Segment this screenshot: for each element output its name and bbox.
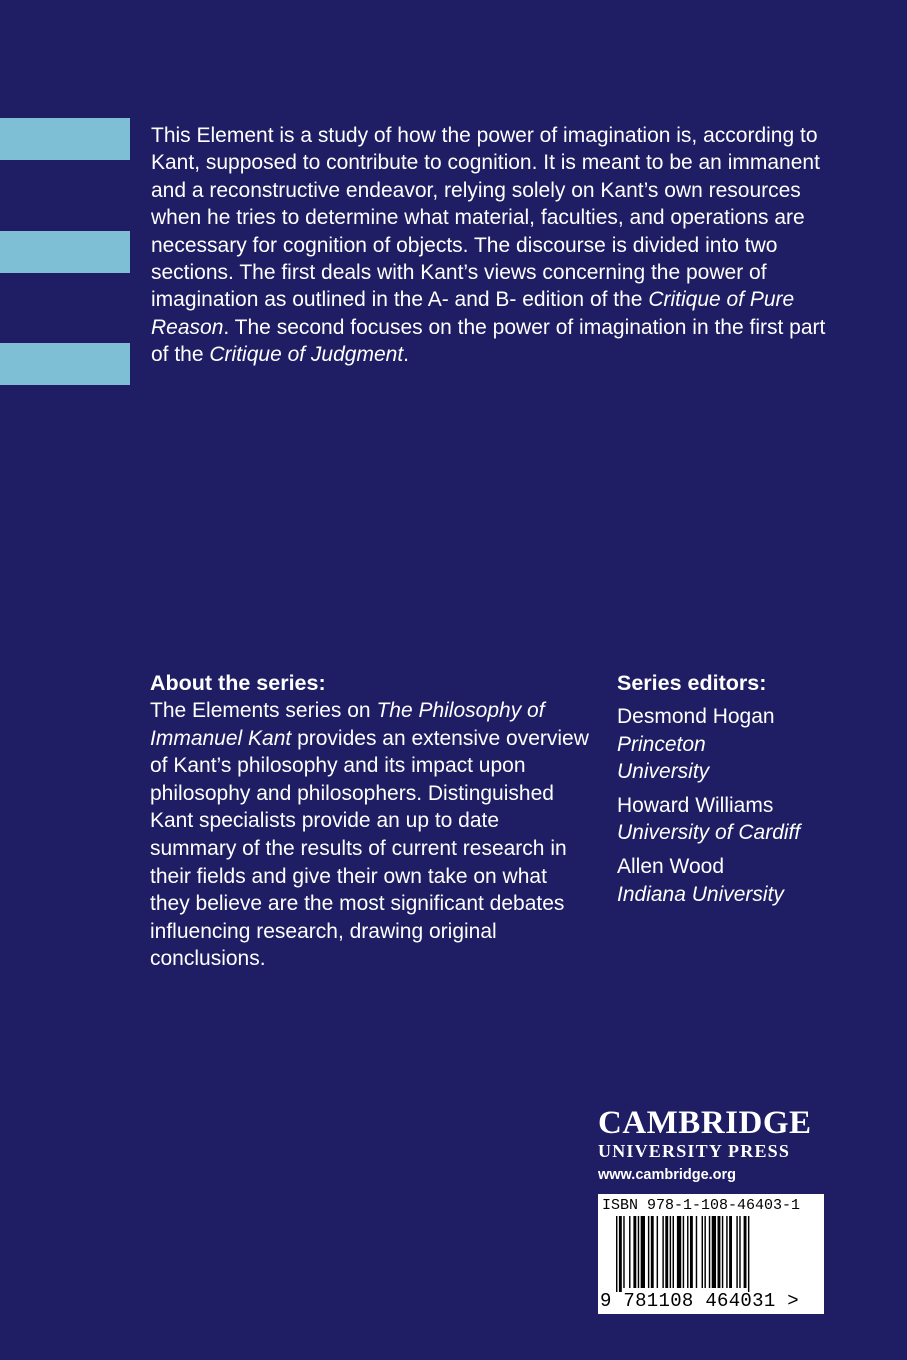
back-cover-blurb: [151, 122, 841, 369]
editor-affiliation: Princeton University: [617, 732, 710, 784]
series-editors-heading: Series editors:: [617, 671, 767, 695]
barcode-bar: [704, 1216, 705, 1288]
about-series-section: [150, 669, 590, 973]
series-title: The Philosophy of Immanuel Kant: [150, 699, 545, 750]
barcode-bar: [670, 1216, 671, 1288]
barcode-bar: [648, 1216, 649, 1288]
barcode-bar: [690, 1216, 693, 1288]
publisher-name: CAMBRIDGE: [598, 1105, 812, 1141]
barcode-bar: [629, 1216, 630, 1288]
editor-entry: [617, 703, 877, 786]
editor-name: Howard Williams: [617, 793, 774, 817]
barcode-bar: [739, 1216, 740, 1288]
blurb-book-title: Critique of Judgment: [209, 343, 404, 367]
editor-name: Allen Wood: [617, 854, 725, 878]
barcode-bar: [726, 1216, 727, 1288]
about-series-text: The Elements series on The Philosophy of Immanuel Kant provides an extensive overview of Kant’s philosophy and its impact upon philosophy and philosophers. Distinguished Kant specialists provide an up to date summary of the results of current research in their fields and give their own take on what they believe are the most significant debates influencing research, drawing original conclusions.: [150, 699, 589, 971]
publisher-url: www.cambridge.org: [598, 1167, 737, 1183]
barcode-bar: [709, 1216, 710, 1288]
barcode-bar: [722, 1216, 723, 1288]
barcode-bar: [677, 1216, 681, 1288]
isbn-barcode: [598, 1194, 824, 1314]
barcode-bar: [665, 1216, 668, 1288]
barcode-digits: 9 781108 464031 >: [600, 1290, 799, 1312]
barcode-bars: [598, 1216, 824, 1292]
blurb-text: .: [403, 343, 410, 367]
barcode-bar: [736, 1216, 737, 1288]
editor-affiliation: University of Cardiff: [617, 821, 801, 845]
editor-name: Desmond Hogan: [617, 705, 775, 728]
editor-affiliation: Indiana University: [617, 882, 784, 906]
barcode-bar: [662, 1216, 663, 1288]
barcode-bar: [683, 1216, 684, 1288]
blurb-book-title: Critique of Pure Reason: [151, 288, 795, 339]
publisher-subtitle: UNIVERSITY PRESS: [598, 1141, 791, 1161]
barcode-bar: [651, 1216, 654, 1288]
barcode-bar: [744, 1216, 747, 1288]
about-series-heading: About the series:: [150, 671, 326, 695]
barcode-bar: [748, 1216, 749, 1292]
barcode-bar: [638, 1216, 639, 1288]
blurb-text: This Element is a study of how the power of imagination is, according to Kant, supposed to contribute to cognition. It is meant to be an immanent and a reconstructive endeavor, relying solely on Kant’s own resources when he tries to determine what material, faculties, and operations are necessary for cognition of objects. The discourse is divided into two sections. The first deals with Kant’s views concerning the power of imagination as outlined in the A- and B- edition of the: [151, 124, 820, 312]
barcode-bar: [712, 1216, 716, 1288]
editor-entry: [617, 853, 877, 908]
accent-bar: [0, 231, 130, 273]
accent-bar: [0, 343, 130, 385]
accent-bar: [0, 118, 130, 160]
barcode-bar: [633, 1216, 636, 1288]
editor-entry: [617, 792, 877, 847]
barcode-bar: [687, 1216, 688, 1288]
barcode-bar: [718, 1216, 721, 1288]
barcode-bar: [616, 1216, 617, 1292]
barcode-bar: [641, 1216, 645, 1288]
barcode-bar: [696, 1216, 697, 1288]
barcode-bar: [702, 1216, 703, 1288]
blurb-text: . The second focuses on the power of imagination in the first part of the: [151, 315, 826, 367]
series-editors-section: [617, 669, 877, 908]
barcode-bar: [623, 1216, 624, 1288]
barcode-bar: [657, 1216, 658, 1288]
publisher-logo: [598, 1106, 828, 1186]
barcode-bar: [673, 1216, 674, 1288]
isbn-label: ISBN 978-1-108-46403-1: [602, 1197, 801, 1214]
barcode-bar: [619, 1216, 622, 1292]
barcode-bar: [729, 1216, 732, 1288]
